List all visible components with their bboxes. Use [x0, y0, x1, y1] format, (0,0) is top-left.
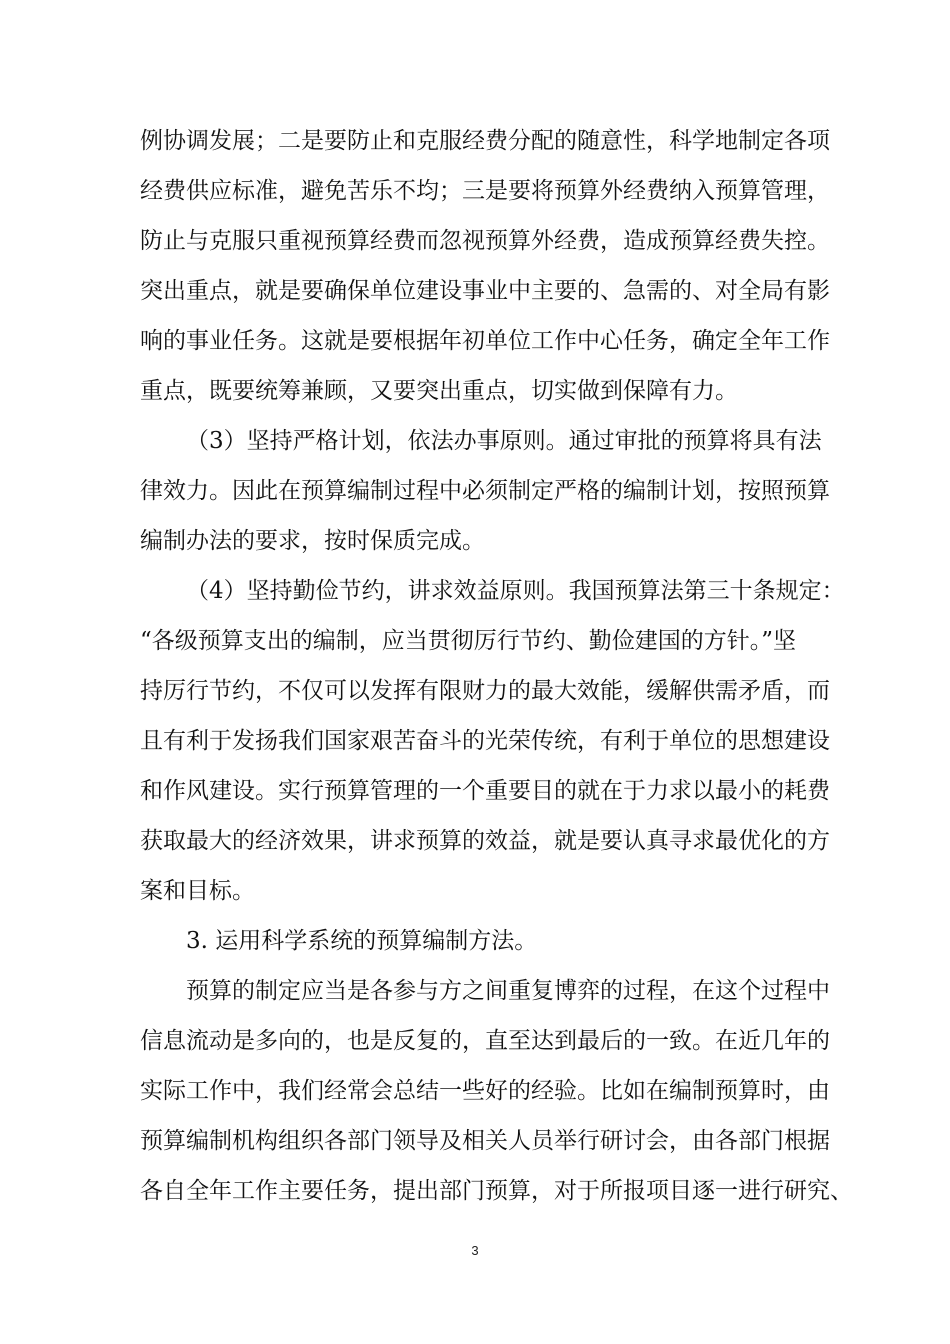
- text-line: 防止与克服只重视预算经费而忽视预算外经费，造成预算经费失控。: [140, 228, 830, 254]
- text-line: 例协调发展；二是要防止和克服经费分配的随意性，科学地制定各项: [140, 128, 830, 154]
- text-line: 各自全年工作主要任务，提出部门预算，对于所报项目逐一进行研究、: [140, 1178, 853, 1204]
- section-heading: 3. 运用科学系统的预算编制方法。: [186, 928, 538, 954]
- text-line: 律效力。因此在预算编制过程中必须制定严格的编制计划，按照预算: [140, 478, 830, 504]
- text-line: 持厉行节约，不仅可以发挥有限财力的最大效能，缓解供需矛盾，而: [140, 678, 830, 704]
- text-line: “各级预算支出的编制，应当贯彻厉行节约、勤俭建国的方针。”坚: [140, 628, 797, 654]
- body-text: [140, 116, 853, 1216]
- text-line: 重点，既要统筹兼顾，又要突出重点，切实做到保障有力。: [140, 378, 738, 404]
- text-line: 和作风建设。实行预算管理的一个重要目的就在于力求以最小的耗费: [140, 778, 830, 804]
- text-line: 信息流动是多向的，也是反复的，直至达到最后的一致。在近几年的: [140, 1028, 830, 1054]
- text-line: 案和目标。: [140, 878, 255, 904]
- paragraph-3-start: （3）坚持严格计划，依法办事原则。通过审批的预算将具有法: [186, 428, 822, 454]
- text-line: 预算编制机构组织各部门领导及相关人员举行研讨会，由各部门根据: [140, 1128, 830, 1154]
- text-line: 实际工作中，我们经常会总结一些好的经验。比如在编制预算时，由: [140, 1078, 830, 1104]
- text-line: 编制办法的要求，按时保质完成。: [140, 528, 485, 554]
- text-line: 且有利于发扬我们国家艰苦奋斗的光荣传统，有利于单位的思想建设: [140, 728, 830, 754]
- text-line: 响的事业任务。这就是要根据年初单位工作中心任务，确定全年工作: [140, 328, 830, 354]
- paragraph-start: 预算的制定应当是各参与方之间重复博弈的过程，在这个过程中: [186, 978, 830, 1004]
- paragraph-4-start: （4）坚持勤俭节约，讲求效益原则。我国预算法第三十条规定：: [186, 578, 845, 604]
- text-line: 获取最大的经济效果，讲求预算的效益，就是要认真寻求最优化的方: [140, 828, 830, 854]
- page-number: 3: [471, 1243, 479, 1258]
- text-line: 经费供应标准，避免苦乐不均；三是要将预算外经费纳入预算管理，: [140, 178, 830, 204]
- text-line: 突出重点，就是要确保单位建设事业中主要的、急需的、对全局有影: [140, 278, 830, 304]
